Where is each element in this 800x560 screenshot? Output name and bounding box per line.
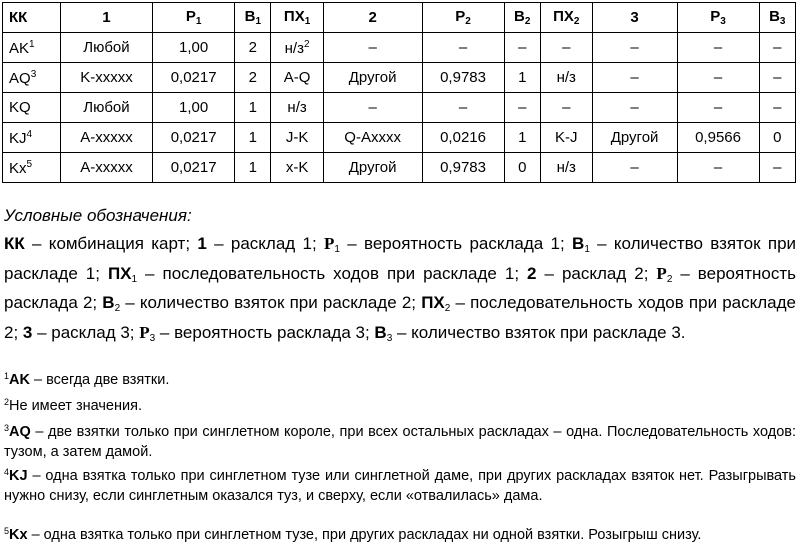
cell-value: –	[630, 69, 639, 86]
table-cell	[504, 63, 540, 93]
cell-value: –	[518, 39, 527, 56]
cell-value: –	[773, 69, 782, 86]
cell-value: –	[630, 99, 639, 116]
table-row	[3, 153, 796, 183]
column-header-label: 3	[630, 9, 639, 26]
column-header-label: 1	[102, 9, 111, 26]
cell-value: 1	[518, 129, 527, 146]
table-cell	[592, 93, 677, 123]
table-header-row	[3, 3, 796, 33]
column-header-label: P	[710, 8, 721, 25]
cell-value: –	[713, 99, 723, 116]
footnote-number: 3	[4, 423, 10, 433]
table-cell	[592, 63, 677, 93]
table-cell	[323, 123, 422, 153]
footnote-number: 1	[4, 371, 10, 381]
legend-definition: – вероятность расклада 2;	[4, 263, 796, 312]
column-header-label: ПХ	[553, 8, 574, 25]
legend-term: ПХ	[421, 293, 445, 312]
legend-definition: – количество взяток при раскладе 2;	[120, 293, 422, 312]
table-cell	[592, 123, 677, 153]
table-cell	[677, 153, 759, 183]
card-combinations-table	[2, 2, 796, 183]
table-cell	[677, 63, 759, 93]
legend-definition: – последовательность ходов при раскладе 2;	[4, 293, 797, 342]
cell-value: 2	[248, 69, 257, 86]
table-cell	[235, 93, 271, 123]
table-cell	[323, 93, 422, 123]
table-cell	[153, 63, 235, 93]
legend-term: ПХ	[107, 263, 132, 283]
column-header-label: B	[244, 8, 256, 25]
table-cell	[422, 123, 504, 153]
column-header-label: КК	[9, 9, 28, 26]
footnote-number: 2	[4, 397, 10, 407]
footnote-4	[4, 462, 796, 506]
legend-term: B	[572, 234, 585, 253]
table-cell	[60, 123, 152, 153]
table-cell	[60, 153, 152, 183]
cell-value: –	[562, 39, 571, 56]
column-header-index: 2	[573, 16, 580, 27]
cell-value: –	[713, 69, 723, 86]
table-cell	[235, 153, 271, 183]
cell-value: –	[562, 99, 571, 116]
table-cell	[422, 33, 504, 63]
cell-value: н/з	[556, 69, 576, 86]
combination-label: AQ	[9, 69, 31, 87]
table-cell	[759, 93, 795, 123]
footnote-ref: 5	[26, 158, 33, 170]
cell-value: Любой	[83, 99, 130, 116]
table-cell	[504, 93, 540, 123]
table-cell	[759, 63, 795, 93]
footnote-text: – всегда две взятки.	[29, 372, 170, 388]
combination-label: Kx	[9, 159, 27, 177]
column-header-label: P	[455, 8, 466, 25]
table-cell	[759, 123, 795, 153]
legend-term: 2	[527, 263, 537, 283]
cell-value: 0,0217	[170, 159, 217, 176]
column-header	[60, 3, 152, 33]
cell-value: н/з	[287, 99, 307, 116]
legend-term: P	[323, 234, 335, 253]
column-header	[323, 3, 422, 33]
cell-value: –	[368, 99, 377, 116]
cell-value: A-xxxxx	[80, 159, 133, 176]
legend-definition: – расклад 2;	[536, 263, 657, 283]
footnote-text: – одна взятка только при синглетном тузе или синглетной даме, при других раскладах взяток нет. Разыгрывать нужно снизу, если синглетным оказался туз, и сверху, если «отвалилась» дама.	[4, 468, 796, 504]
table-cell	[504, 33, 540, 63]
cell-value: Q-Axxxx	[344, 129, 401, 146]
legend-definition: – количество взяток при раскладе 3.	[392, 322, 686, 342]
cell-value: –	[773, 39, 782, 56]
footnote-ref: 2	[303, 38, 310, 50]
cell-value: 1	[248, 129, 257, 146]
footnote-number: 4	[4, 467, 10, 477]
table-cell	[271, 93, 323, 123]
legend-term-index: 2	[666, 273, 673, 285]
footnote-number: 5	[4, 526, 10, 536]
cell-value: 1	[518, 69, 527, 86]
legend-term: КК	[4, 234, 25, 253]
table-cell	[235, 123, 271, 153]
table-cell	[235, 63, 271, 93]
cell-value: 0,0217	[170, 69, 217, 86]
legend-term-index: 2	[444, 303, 451, 314]
table-cell	[504, 123, 540, 153]
footnote-ref: 4	[26, 128, 33, 140]
column-header	[235, 3, 271, 33]
footnote-text: – одна взятка только при синглетном тузе, при других раскладах ни одной взятки. Розыгрыш снизу.	[27, 527, 702, 543]
legend-definition: – последовательность ходов при раскладе 1;	[137, 263, 528, 283]
cell-value: –	[773, 99, 782, 116]
table-cell	[271, 153, 323, 183]
column-header-label: 2	[368, 9, 377, 26]
legend-definition: – расклад 1;	[206, 234, 324, 253]
cell-value: –	[713, 39, 723, 56]
table-cell	[60, 63, 152, 93]
table-cell	[271, 123, 323, 153]
table-row	[3, 33, 796, 63]
legend-term: B	[102, 293, 115, 312]
table-cell	[677, 93, 759, 123]
cell-value: Другой	[348, 159, 397, 176]
footnote-text: – две взятки только при синглетном короле, при всех остальных раскладах – одна. Последовательность ходов: тузом, а затем дамой.	[4, 424, 796, 460]
column-header	[677, 3, 759, 33]
table-cell	[677, 33, 759, 63]
column-header	[592, 3, 677, 33]
cell-value: Другой	[348, 69, 397, 86]
cell-value: 2	[248, 39, 257, 56]
cell-value: 0	[773, 129, 782, 146]
table-cell	[235, 33, 271, 63]
footnote-term: AK	[9, 372, 30, 388]
legend-term-index: 3	[386, 332, 393, 344]
cell-value: 0	[518, 159, 527, 176]
table-cell	[153, 123, 235, 153]
column-header	[422, 3, 504, 33]
table-cell	[592, 153, 677, 183]
cell-value: 0,0217	[170, 129, 217, 146]
legend-definition: – вероятность расклада 1;	[339, 234, 573, 253]
legend-term: 1	[197, 234, 207, 253]
table-cell	[60, 93, 152, 123]
column-header	[271, 3, 323, 33]
cell-value: K-J	[555, 129, 578, 146]
cell-value: 0,9783	[440, 69, 486, 86]
table-row	[3, 123, 796, 153]
table-cell	[759, 153, 795, 183]
table-cell	[323, 153, 422, 183]
cell-value: –	[713, 159, 723, 176]
footnote-term: Kx	[9, 527, 28, 543]
cell-value: Другой	[610, 129, 659, 146]
cell-value: x-K	[285, 159, 309, 176]
table-cell	[271, 63, 323, 93]
combination-label: AK	[9, 39, 30, 57]
table-cell	[422, 63, 504, 93]
column-header-label: ПХ	[283, 8, 305, 25]
table-row	[3, 63, 796, 93]
cell-value: A-xxxxx	[80, 129, 133, 146]
column-header-label: B	[769, 8, 780, 25]
footnote-text: Не имеет значения.	[9, 398, 142, 414]
footnote-ref: 3	[30, 68, 37, 80]
table-cell	[759, 33, 795, 63]
combination-label: KJ	[9, 129, 27, 147]
table-cell	[540, 153, 592, 183]
legend-definition: – расклад 3;	[32, 322, 140, 342]
cell-value: –	[630, 39, 639, 56]
footnote-2	[4, 392, 796, 416]
footnote-3	[4, 418, 796, 462]
footnote-ref: 1	[29, 38, 35, 50]
column-header	[759, 3, 795, 33]
legend-term-index: 1	[584, 244, 590, 255]
legend-term: B	[374, 322, 387, 342]
legend-definition: – комбинация карт;	[24, 234, 198, 253]
legend-term: P	[656, 263, 667, 283]
column-header	[540, 3, 592, 33]
cell-value: 0,0216	[440, 129, 486, 146]
table-cell	[323, 63, 422, 93]
cell-value: н/з	[284, 39, 304, 57]
column-header-index: 1	[255, 16, 262, 27]
column-header-index: 3	[720, 16, 726, 27]
cell-value: Любой	[83, 39, 130, 56]
table-cell	[323, 33, 422, 63]
table-cell	[422, 93, 504, 123]
column-header	[504, 3, 540, 33]
row-combination	[3, 153, 61, 183]
legend-term-index: 1	[334, 244, 340, 255]
legend-term-index: 1	[131, 273, 138, 285]
column-header-index: 1	[304, 16, 311, 27]
legend-definition: – количество взяток при раскладе 1;	[4, 234, 797, 283]
footnote-term: AQ	[9, 424, 31, 440]
cell-value: –	[368, 39, 377, 56]
column-header-index: 2	[465, 16, 471, 27]
cell-value: 1	[248, 159, 257, 176]
column-header	[3, 3, 61, 33]
table-cell	[271, 33, 323, 63]
table-cell	[677, 123, 759, 153]
legend-term-index: 3	[149, 332, 156, 344]
row-combination	[3, 123, 61, 153]
table-cell	[540, 93, 592, 123]
cell-value: –	[458, 39, 468, 56]
legend-term: 3	[22, 322, 33, 342]
footnote-term: KJ	[9, 468, 28, 484]
cell-value: K-xxxxx	[80, 69, 133, 86]
table-cell	[540, 123, 592, 153]
cell-value: н/з	[556, 159, 576, 176]
column-header-index: 1	[195, 16, 202, 27]
column-header-index: 3	[779, 16, 786, 27]
legend-term-index: 2	[114, 303, 121, 314]
cell-value: J-K	[285, 129, 309, 146]
table-cell	[422, 153, 504, 183]
cell-value: 0,9566	[695, 129, 741, 146]
table-cell	[153, 93, 235, 123]
row-combination	[3, 33, 61, 63]
table-cell	[153, 33, 235, 63]
column-header	[153, 3, 235, 33]
column-header-label: P	[185, 8, 196, 25]
row-combination	[3, 63, 61, 93]
cell-value: A-Q	[283, 69, 311, 86]
table-cell	[540, 63, 592, 93]
table-body	[3, 33, 796, 183]
cell-value: –	[518, 99, 527, 116]
cell-value: 1,00	[179, 39, 209, 56]
table-cell	[540, 33, 592, 63]
legend-definition: – вероятность расклада 3;	[155, 322, 375, 342]
cell-value: –	[773, 159, 782, 176]
table-cell	[592, 33, 677, 63]
table-cell	[60, 33, 152, 63]
legend-term: P	[139, 322, 150, 342]
column-header-index: 2	[524, 16, 531, 27]
row-combination	[3, 93, 61, 123]
footnote-1	[4, 366, 796, 390]
combination-label: KQ	[9, 99, 31, 116]
cell-value: 1	[248, 99, 257, 116]
cell-value: 1,00	[179, 99, 209, 116]
table-cell	[153, 153, 235, 183]
table-cell	[504, 153, 540, 183]
footnote-5	[4, 521, 796, 545]
cell-value: –	[630, 159, 639, 176]
legend-text	[4, 232, 796, 350]
column-header-label: B	[514, 8, 525, 25]
cell-value: –	[458, 99, 468, 116]
cell-value: 0,9783	[440, 159, 486, 176]
legend-title: Условные обозначения:	[4, 206, 192, 225]
table-row	[3, 93, 796, 123]
